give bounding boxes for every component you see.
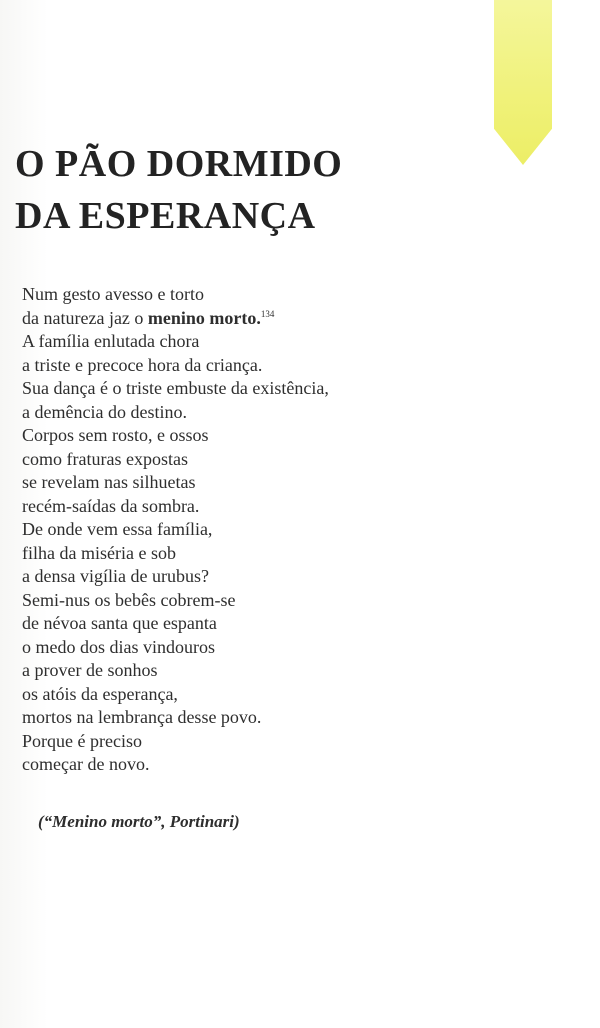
footnote-marker: 134 <box>260 308 275 319</box>
poem-line: a triste e precoce hora da criança. <box>22 354 263 375</box>
poem-line: filha da miséria e sob <box>22 542 176 563</box>
poem-line: a demência do destino. <box>22 401 187 422</box>
poem-body <box>22 283 329 777</box>
poem-line: Num gesto avesso e torto <box>22 284 204 304</box>
poem-line: se revelam nas silhuetas <box>22 472 196 492</box>
poem-line <box>22 307 329 331</box>
title-line-2: DA ESPERANÇA <box>15 195 316 237</box>
page-title <box>15 138 342 242</box>
bookmark-ribbon <box>494 0 552 165</box>
poem-line: de névoa santa que espanta <box>22 613 217 633</box>
poem-line: Semi-nus os bebês cobrem-se <box>22 589 236 610</box>
poem-line: os atóis da esperança, <box>22 683 178 704</box>
poem-line: Porque é preciso <box>22 730 142 751</box>
poem-line: Corpos sem rosto, e ossos <box>22 425 209 445</box>
title-line-1: O PÃO DORMIDO <box>15 143 343 185</box>
poem-line: a densa vigília de urubus? <box>22 566 209 586</box>
poem-line: como fraturas expostas <box>22 448 188 469</box>
poem-line: De onde vem essa família, <box>22 519 213 539</box>
poem-line: mortos na lembrança desse povo. <box>22 707 262 727</box>
poem-line: o medo dos dias vindouros <box>22 636 215 657</box>
poem-line-text: da natureza jaz o <box>22 307 148 328</box>
poem-line: começar de novo. <box>22 754 150 774</box>
poem-line: recém-saídas da sombra. <box>22 495 200 516</box>
poem-line: a prover de sonhos <box>22 660 158 680</box>
poem-line: A família enlutada chora <box>22 331 200 351</box>
artwork-credit: (“Menino morto”, Portinari) <box>38 812 240 831</box>
emphasis-text: menino morto. <box>147 307 261 328</box>
poem-line: Sua dança é o triste embuste da existência, <box>22 378 329 398</box>
